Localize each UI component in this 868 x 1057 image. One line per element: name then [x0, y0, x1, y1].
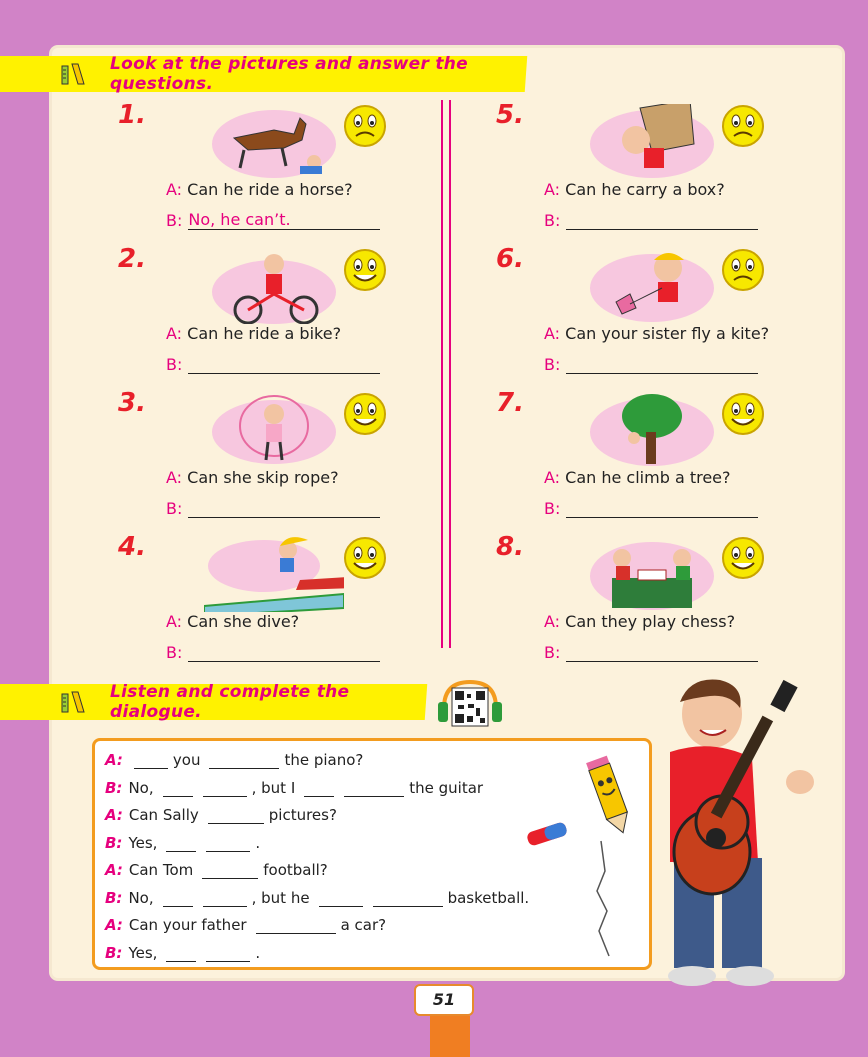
answer-text: No, he can’t. [188, 210, 380, 230]
question-number: 8. [496, 532, 524, 562]
dialogue-text: a car? [340, 916, 387, 934]
b-label: B: [166, 499, 183, 518]
dialogue-blank[interactable] [319, 891, 363, 907]
question-line [166, 324, 341, 343]
question-text: Can your sister fly a kite? [565, 324, 770, 343]
dialogue-blank[interactable] [202, 863, 258, 879]
b-label: B: [544, 355, 561, 374]
question-text: Can she skip rope? [187, 468, 339, 487]
dialogue-text: Can Sally [128, 806, 199, 824]
question-line [544, 612, 735, 631]
question-item [118, 388, 498, 533]
smiley-icon [721, 536, 765, 580]
question-item [118, 244, 498, 389]
question-picture [582, 248, 722, 324]
b-label: B: [544, 211, 561, 230]
answer-blank[interactable] [566, 498, 758, 518]
a-label: A: [166, 468, 183, 487]
question-item [496, 244, 868, 389]
eraser-icon [523, 821, 571, 847]
dialogue-text: Can Tom [128, 861, 194, 879]
question-picture [204, 536, 344, 612]
dialogue-text: football? [263, 861, 328, 879]
question-text: Can she dive? [187, 612, 300, 631]
question-picture [582, 392, 722, 468]
dialogue-blank[interactable] [209, 753, 279, 769]
answer-line [544, 354, 758, 374]
dialogue-line [105, 751, 367, 769]
speaker-label: A: [105, 916, 123, 934]
question-picture [204, 392, 344, 468]
dialogue-blank[interactable] [163, 781, 193, 797]
answer-line [544, 642, 758, 662]
dialogue-line [105, 834, 264, 852]
answer-blank[interactable] [188, 498, 380, 518]
a-label: A: [544, 612, 561, 631]
question-line [166, 180, 353, 199]
speaker-label: A: [105, 861, 123, 879]
dialogue-blank[interactable] [163, 891, 193, 907]
question-item [118, 532, 498, 677]
headphones-icon [438, 702, 448, 722]
answer-line [166, 210, 380, 230]
speaker-label: B: [105, 778, 123, 797]
question-line [166, 612, 299, 631]
answer-blank[interactable] [566, 354, 758, 374]
a-label: A: [544, 180, 561, 199]
question-text: Can he carry a box? [565, 180, 725, 199]
dialogue-text: the piano? [284, 751, 364, 769]
b-label: B: [166, 355, 183, 374]
dialogue-blank[interactable] [206, 946, 250, 962]
question-line [166, 468, 339, 487]
section2-banner [0, 684, 427, 720]
question-text: Can he ride a horse? [187, 180, 353, 199]
dialogue-blank[interactable] [206, 836, 250, 852]
dialogue-text: . [255, 943, 261, 962]
dialogue-text: the guitar [409, 778, 484, 797]
dialogue-line [105, 916, 390, 934]
dialogue-line [105, 944, 264, 962]
dialogue-text: you [172, 751, 201, 769]
dialogue-blank[interactable] [256, 918, 336, 934]
dialogue-blank[interactable] [166, 836, 196, 852]
page-tab [430, 1016, 470, 1057]
answer-line [166, 498, 380, 518]
speaker-label: A: [105, 751, 123, 769]
a-label: A: [544, 468, 561, 487]
dialogue-text: , but he [251, 888, 310, 907]
pencil-ruler-icon [60, 62, 88, 86]
answer-line [544, 210, 758, 230]
a-label: A: [166, 180, 183, 199]
b-label: B: [166, 643, 183, 662]
answer-line [544, 498, 758, 518]
question-number: 3. [118, 388, 146, 418]
question-line [544, 180, 725, 199]
answer-blank[interactable] [566, 642, 758, 662]
question-text: Can he ride a bike? [187, 324, 342, 343]
dialogue-text: , but I [251, 778, 296, 797]
dialogue-text: Yes, [128, 833, 158, 852]
dialogue-text: Can your father [128, 916, 247, 934]
dialogue-blank[interactable] [203, 781, 247, 797]
question-item [496, 100, 868, 245]
sad-face-icon [721, 104, 765, 148]
smiley-icon [721, 392, 765, 436]
question-number: 5. [496, 100, 524, 130]
answer-blank[interactable] [188, 354, 380, 374]
sad-face-icon [343, 104, 387, 148]
question-item [496, 532, 868, 677]
speaker-label: A: [105, 806, 123, 824]
smiley-icon [343, 248, 387, 292]
a-label: A: [166, 324, 183, 343]
question-number: 7. [496, 388, 524, 418]
question-item [118, 100, 498, 245]
answer-line [166, 354, 380, 374]
a-label: A: [166, 612, 183, 631]
section1-banner [0, 56, 527, 92]
question-picture [204, 104, 344, 180]
dialogue-text: pictures? [268, 806, 337, 824]
pencil-ruler-icon [60, 690, 88, 714]
dialogue-line [105, 779, 487, 797]
dialogue-blank[interactable] [166, 946, 196, 962]
question-number: 6. [496, 244, 524, 274]
answer-blank[interactable] [566, 210, 758, 230]
dialogue-text: . [255, 833, 261, 852]
dialogue-line [105, 861, 332, 879]
b-label: B: [544, 499, 561, 518]
dialogue-text: basketball. [447, 888, 530, 907]
dialogue-blank[interactable] [203, 891, 247, 907]
dialogue-blank[interactable] [304, 781, 334, 797]
question-text: Can he climb a tree? [565, 468, 731, 487]
speaker-label: B: [105, 833, 123, 852]
dialogue-text: No, [128, 778, 154, 797]
question-picture [582, 536, 722, 612]
b-label: B: [544, 643, 561, 662]
dialogue-blank[interactable] [373, 891, 443, 907]
question-line [544, 324, 769, 343]
speaker-label: B: [105, 888, 123, 907]
dialogue-text: Yes, [128, 943, 158, 962]
dialogue-box [92, 738, 652, 970]
question-item [496, 388, 868, 533]
question-number: 4. [118, 532, 146, 562]
dialogue-blank[interactable] [134, 753, 168, 769]
question-number: 1. [118, 100, 146, 130]
question-text: Can they play chess? [565, 612, 736, 631]
dialogue-text: No, [128, 888, 154, 907]
section2-title: Listen and complete the dialogue. [110, 682, 350, 722]
a-label: A: [544, 324, 561, 343]
page-number: 51 [414, 984, 474, 1016]
speaker-label: B: [105, 943, 123, 962]
answer-line [166, 642, 380, 662]
boy-guitar-illustration [640, 672, 836, 992]
question-line [544, 468, 731, 487]
dialogue-line [105, 806, 341, 824]
question-number: 2. [118, 244, 146, 274]
dialogue-line [105, 889, 533, 907]
section1-title: Look at the pictures and answer the questions. [110, 54, 469, 94]
pencil-character-icon [579, 751, 639, 961]
sad-face-icon [721, 248, 765, 292]
question-picture [204, 248, 344, 324]
b-label: B: [166, 211, 183, 230]
qr-code-icon[interactable] [438, 678, 502, 730]
answer-blank[interactable] [188, 642, 380, 662]
dialogue-blank[interactable] [344, 781, 404, 797]
smiley-icon [343, 392, 387, 436]
question-picture [582, 104, 722, 180]
smiley-icon [343, 536, 387, 580]
dialogue-blank[interactable] [208, 808, 264, 824]
